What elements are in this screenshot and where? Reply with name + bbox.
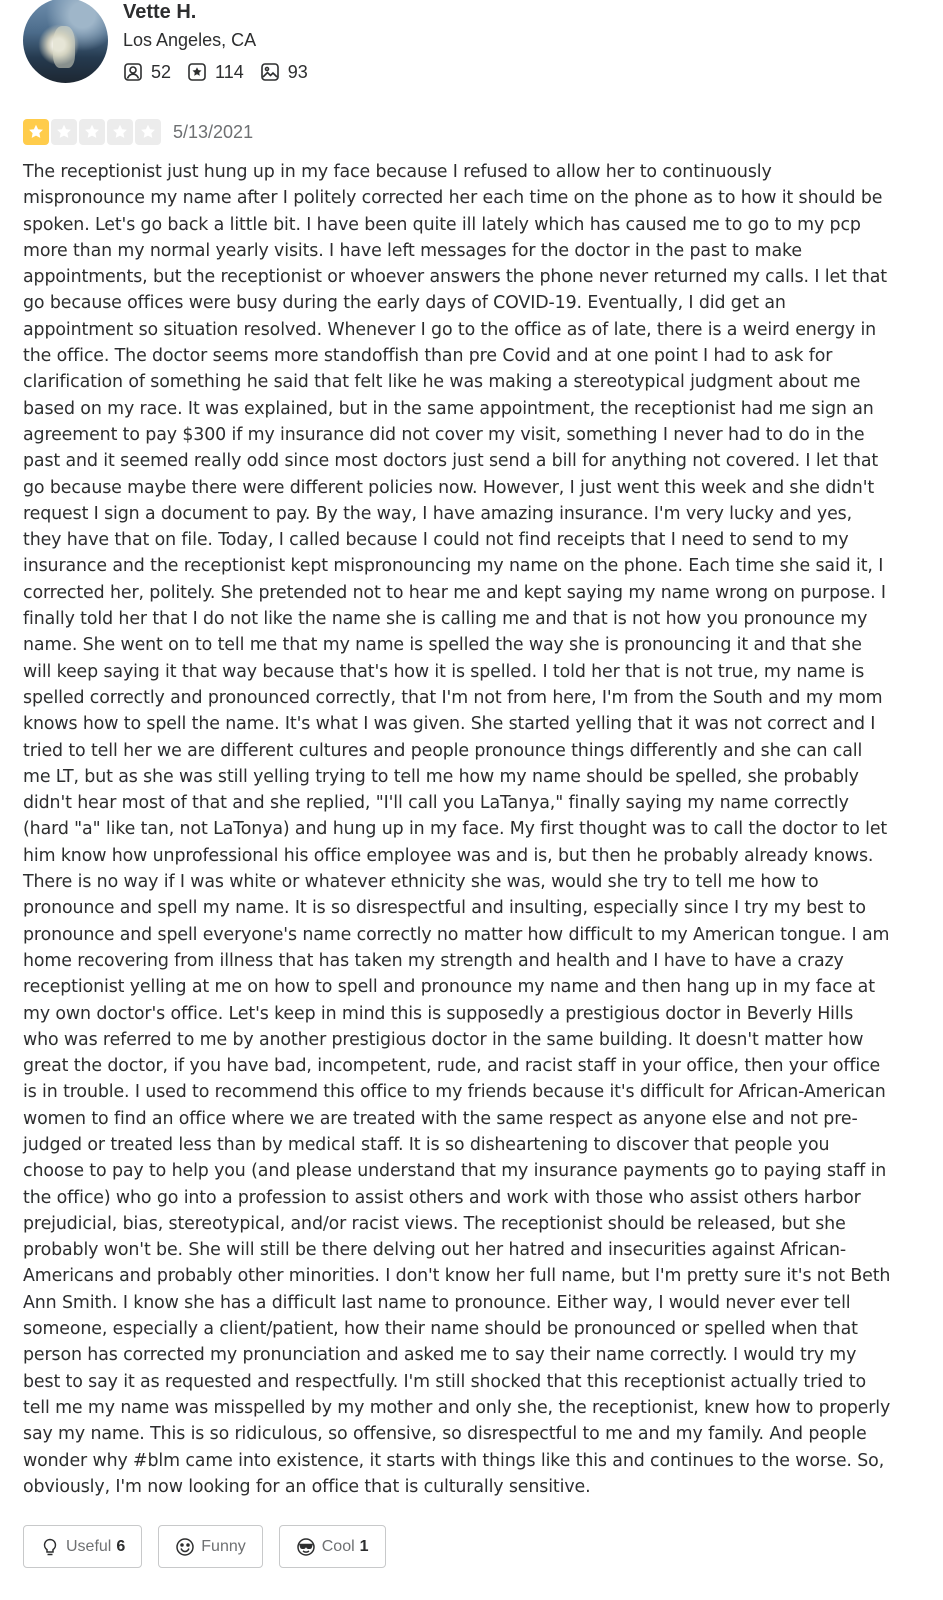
smile-icon (175, 1537, 195, 1557)
cool-button[interactable] (279, 1525, 386, 1568)
user-location: Los Angeles, CA (123, 30, 257, 50)
star-filled-icon (23, 119, 49, 145)
star-square-icon (187, 62, 207, 82)
friends-count: 52 (151, 62, 172, 82)
reviews-count: 114 (215, 62, 244, 82)
star-empty-icon (107, 119, 133, 145)
photos-count: 93 (287, 62, 308, 82)
star-rating (23, 119, 163, 145)
friends-icon (123, 62, 143, 82)
star-empty-icon (51, 119, 77, 145)
photos-stat (260, 61, 308, 83)
photo-icon (260, 62, 280, 82)
star-empty-icon (79, 119, 105, 145)
funny-button[interactable] (158, 1525, 262, 1568)
cool-count: 1 (359, 1537, 369, 1555)
useful-label: Useful (66, 1537, 112, 1555)
funny-label: Funny (201, 1537, 246, 1555)
reviews-stat (187, 61, 244, 83)
star-empty-icon (135, 119, 161, 145)
sunglasses-icon (296, 1537, 316, 1557)
avatar[interactable] (23, 0, 108, 83)
user-name[interactable]: Vette H. (123, 1, 197, 23)
lightbulb-icon (40, 1537, 60, 1557)
review-text: The receptionist just hung up in my face because I refused to allow her to continuously mispronounce my name after I politely corrected her each time on the phone as to how it should be spoken. Let's go back a little bit. I have been quite ill lately which has caused me to go to my pcp more than my normal yearly visits. I have left messages for the doctor in the past to make appointments, but the receptionist or whoever answers the phone never returned my calls. I let that go because offices were busy during the early days of COVID-19. Eventually, I did get an appointment so situation resolved. Whenever I go to the office as of late, there is a weird energy in the office. The doctor seems more standoffish than pre Covid and at one point I had to ask for clarification of something he said that felt like he was making a stereotypical judgment about me based on my race. It was explained, but in the same appointment, the receptionist had me sign an agreement to pay $300 if my insurance did not cover my visit, something I never had to do in the past and it seemed really odd since most doctors just send a bill for anything not covered. I let that go because maybe there were different policies now. However, I just went this week and she didn't request I sign a document to pay. By the way, I have amazing insurance. I'm very lucky and yes, they have that on file. Today, I called because I could not find receipts that I need to send to my insurance and the receptionist kept mispronouncing my name on the phone. Each time she said it, I corrected her, politely. She pretended not to hear me and kept saying my name wrong on purpose. I finally told her that I do not like the name she is calling me and that is not how you pronounce my name. She went on to tell me that my name is spelled the way she is pronouncing it and that she will keep saying it that way because that's how it is spelled. I told her that is not true, my name is spelled correctly and pronounced correctly, that I'm not from here, I'm from the South and my mom knows how to spell the name. It's what I was given. She started yelling that it was not correct and I tried to tell her we are different cultures and people pronounce things differently and she can call me LT, but as she was still yelling trying to tell me how my name should be spelled, she probably didn't hear most of that and she replied, "I'll call you LaTanya," finally saying my name correctly (hard "a" like tan, not LaTonya) and hung up in my face. My first thought was to call the doctor to let him know how unprofessional his office employee was and is, but then he probably already knows. There is no way if I was white or whatever ethnicity she was, would she try to tell me how to pronounce and spell my name. It is so disrespectful and insulting, especially since I try my best to pronounce and spell everyone's name correctly no matter how difficult to my American tongue. I am home recovering from illness that has taken my strength and health and I have to have a crazy receptionist yelling at me on how to spell and pronounce my name and then hang up in my face at my own doctor's office. Let's keep in mind this is supposedly a prestigious doctor in Beverly Hills who was referred to me by another prestigious doctor in the same building. It doesn't matter how great the doctor, if you have bad, incompetent, rude, and racist staff in your office, then your office is in trouble. I used to recommend this office to my friends because it's difficult for African-American women to find an office where we are treated with the same respect as anyone else and not pre-judged or treated less than by medical staff. It is so disheartening to discover that people you choose to pay to help you (and please understand that my insurance payments go to paying staff in the office) who go into a profession to assist others and work with those who assist others harbor prejudicial, bias, stereotypical, and/or racist views. The receptionist should be released, but she probably won't be. She will still be there delving out her hatred and insecurities against African-Americans and probably other minorities. I don't know her full name, but I'm pretty sure it's not Beth Ann Smith. I know she has a difficult last name to pronounce. Either way, I would never ever tell someone, especially a client/patient, how their name should be pronounced or spelled when that person has corrected my pronunciation and asked me to say their name correctly. I would try my best to say it as requested and respectfully. I'm still shocked that this receptionist actually tried to tell me my name was misspelled by my mother and only she, the receptionist, knew how to properly say my name. This is so ridiculous, so offensive, so disrespectful to me and my family. And people wonder why #blm came into existence, it starts with things like this and continues to the worse. So, obviously, I'm now looking for an office that is culturally sensitive. (23, 162, 891, 1497)
reaction-buttons (23, 1525, 402, 1568)
rating-row (23, 119, 253, 145)
friends-stat (123, 61, 171, 83)
useful-button[interactable] (23, 1525, 142, 1568)
useful-count: 6 (116, 1537, 126, 1555)
user-header (23, 0, 903, 84)
review-date: 5/13/2021 (173, 122, 254, 142)
cool-label: Cool (321, 1537, 355, 1555)
user-stats (123, 61, 324, 83)
